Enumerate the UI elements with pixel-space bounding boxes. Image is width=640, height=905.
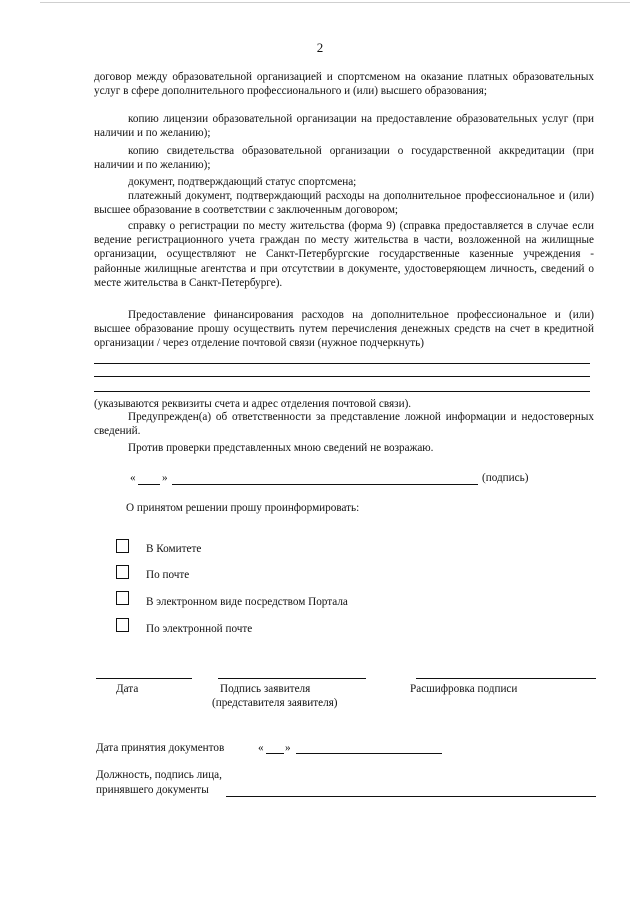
scan-edge-line [40,2,630,3]
account-details-line-2[interactable] [94,376,590,377]
consent-text: Против проверки представленных мною сведений не возражаю. [128,442,434,454]
signature-decode-label: Расшифровка подписи [410,683,518,695]
notify-email-checkbox[interactable] [116,618,129,632]
page-number: 2 [316,40,324,55]
signature-decode-field[interactable] [416,678,596,679]
acceptance-date-label: Дата принятия документов [96,742,225,754]
signature-date-open-quote: « [130,472,136,484]
acceptor-signature-field[interactable] [226,796,596,797]
acceptance-date-open-quote: « [258,742,264,754]
paragraph-registration-certificate: справку о регистрации по месту жительства (форма 9) (справка предоставляется в случае если ведение регистрационного учета граждан по месту жительства в части, возложенной на жилищные организации, осуществляют не Санкт-Петербургские государственные казенные учреждения - районные жилищные агентства и при отсутствии в документе, удостоверяющем личность, сведений о месте жительства в Санкт-Петербурге). [94,220,594,289]
paragraph-financing-request: Предоставление финансирования расходов на дополнительное профессиональное и (или) высшее образование прошу осуществить путем перечисления денежных средств на счет в кредитной организации / через отделение почтовой связи (нужное подчеркнуть) [94,309,594,350]
paragraph-accreditation: копию свидетельства образовательной организации о государственной аккредитации (при наличии и по желанию); [94,145,594,172]
acceptor-position-label: Должность, подпись лица, [96,769,222,781]
paragraph-payment-document: платежный документ, подтверждающий расходы на дополнительное профессиональное и (или) высшее образование в соответствии с заключенным договором; [94,190,594,217]
notify-committee-checkbox[interactable] [116,539,129,553]
account-details-line-3[interactable] [94,391,590,392]
signature-label: (подпись) [482,472,529,484]
notify-mail-checkbox[interactable] [116,565,129,579]
acceptance-day-field[interactable] [266,753,284,754]
account-note: (указываются реквизиты счета и адрес отделения почтовой связи). [94,398,412,410]
notify-prompt: О принятом решении прошу проинформировать: [126,502,360,514]
notify-mail-label: По почте [146,569,190,581]
acceptance-date-field[interactable] [296,753,442,754]
paragraph-contract: договор между образовательной организацией и спортсменом на оказание платных образовательных услуг в сфере дополнительного профессионального и (или) высшего образования; [94,71,594,98]
applicant-signature-label: Подпись заявителя [220,683,311,695]
date-field[interactable] [96,678,192,679]
account-details-line-1[interactable] [94,363,590,364]
notify-committee-label: В Комитете [146,543,202,555]
applicant-signature-field[interactable] [218,678,366,679]
paragraph-athlete-status: документ, подтверждающий статус спортсмена; [128,176,357,188]
acceptance-date-close-quote: » [285,742,291,754]
notify-email-label: По электронной почте [146,623,253,635]
warning-text: Предупрежден(а) об ответственности за представление ложной информации и недостоверных сведений. [94,411,594,438]
acceptor-position-label-2: принявшего документы [96,784,209,796]
signature-date-close-quote: » [162,472,168,484]
notify-portal-label: В электронном виде посредством Портала [146,596,348,608]
applicant-representative-label: (представителя заявителя) [212,697,338,709]
signature-field[interactable] [172,484,478,485]
paragraph-license: копию лицензии образовательной организации на предоставление образовательных услуг (при наличии и по желанию); [94,113,594,140]
date-label: Дата [116,683,139,695]
notify-portal-checkbox[interactable] [116,591,129,605]
signature-day-field[interactable] [138,484,160,485]
